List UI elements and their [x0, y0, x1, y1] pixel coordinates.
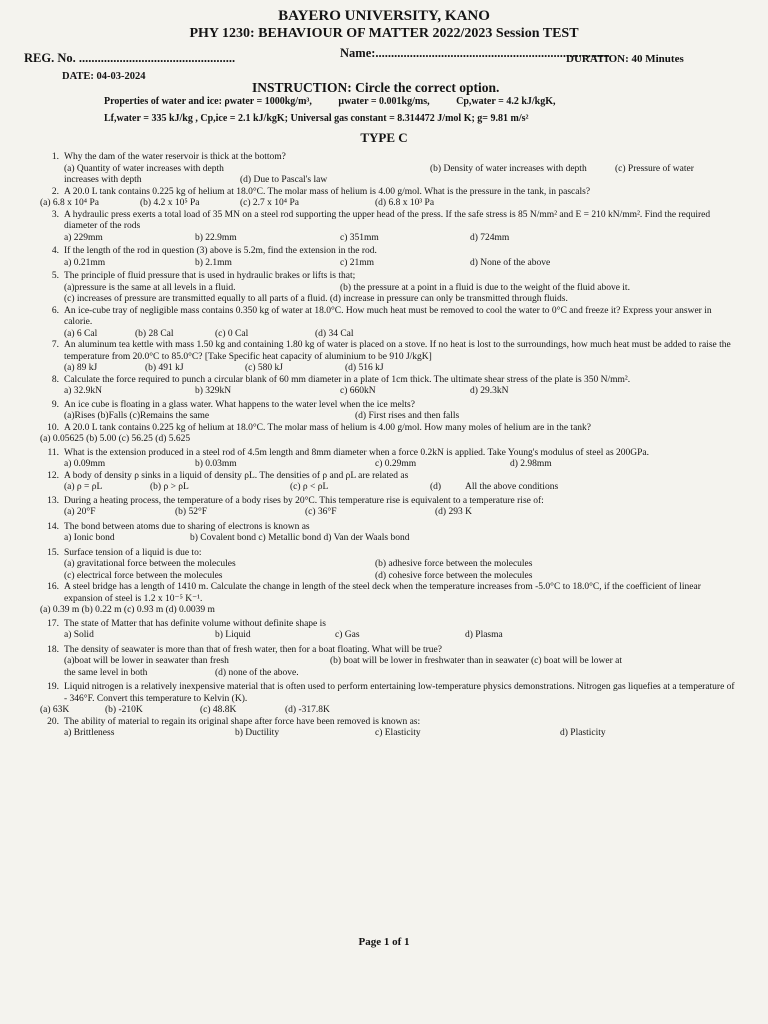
- question-text: An ice-cube tray of negligible mass contains 0.350 kg of water at 18.0°C. How much heat must be removed to cool the water to 0°C and freeze it? Express your answer in calorie.: [64, 305, 712, 327]
- answer-option[interactable]: (a) ρ = ρL: [64, 482, 103, 492]
- options-row: [40, 559, 740, 571]
- options-row: [40, 233, 740, 245]
- answer-option[interactable]: (c) increases of pressure are transmitted equally to all parts of a fluid. (d) increase in pressure can only be transmitted through fluids.: [64, 294, 568, 304]
- question-number: 3.: [51, 209, 59, 220]
- answer-option[interactable]: c) 660kN: [340, 386, 376, 396]
- question-2: [40, 187, 740, 210]
- answer-option[interactable]: (c) 48.8K: [200, 705, 237, 715]
- question-6: [40, 306, 740, 341]
- question-text: The density of seawater is more than that of fresh water, then for a boat floating. What will be true?: [64, 644, 442, 655]
- answer-option[interactable]: (b) ρ > ρL: [150, 482, 189, 492]
- course-title: PHY 1230: BEHAVIOUR OF MATTER 2022/2023 Session TEST: [189, 26, 579, 41]
- answer-option[interactable]: (d) cohesive force between the molecules: [375, 570, 533, 581]
- question-20: [40, 717, 740, 740]
- question-number: 5.: [51, 271, 59, 281]
- answer-option[interactable]: a) 32.9kN: [64, 386, 102, 396]
- question-text: Why the dam of the water reservoir is thick at the bottom?: [64, 152, 286, 162]
- answer-option[interactable]: (d) Due to Pascal's law: [240, 175, 328, 185]
- question-text: The principle of fluid pressure that is used in hydraulic brakes or lifts is that;: [64, 271, 356, 281]
- question-11: [40, 448, 740, 471]
- answer-option[interactable]: (c) 2.7 x 10⁴ Pa: [240, 198, 299, 208]
- question-stem: [40, 423, 740, 435]
- question-number: 10.: [47, 422, 59, 433]
- question-7: [40, 340, 740, 375]
- answer-option[interactable]: (a)boat will be lower in seawater than fresh: [64, 656, 229, 666]
- options-row: [40, 507, 740, 519]
- answer-option[interactable]: (a) 6.8 x 10⁴ Pa: [40, 198, 99, 208]
- options-row: [40, 668, 740, 680]
- question-9: [40, 400, 740, 423]
- instruction-heading: INSTRUCTION: Circle the correct option.: [252, 80, 500, 95]
- question-stem: [40, 522, 740, 534]
- question-number: 9.: [51, 399, 59, 410]
- options-row: [40, 283, 740, 295]
- question-number: 19.: [47, 682, 59, 692]
- answer-option[interactable]: (c) ρ < ρL: [290, 482, 329, 492]
- question-12: [40, 471, 740, 494]
- question-number: 13.: [47, 495, 59, 506]
- question-10: [40, 423, 740, 446]
- answer-option[interactable]: (c) electrical force between the molecules: [64, 570, 223, 581]
- answer-option[interactable]: b) 22.9mm: [195, 232, 237, 243]
- options-row: [40, 434, 740, 446]
- options-row: [40, 605, 740, 617]
- answer-option[interactable]: (b) -210K: [105, 705, 143, 715]
- question-number: 16.: [47, 582, 59, 592]
- options-row: [40, 258, 740, 270]
- question-number: 6.: [51, 305, 59, 316]
- question-stem: [40, 471, 740, 483]
- options-row: [40, 411, 740, 423]
- properties-line-2: Lf,water = 335 kJ/kg , Cp,ice = 2.1 kJ/kgK; Universal gas constant = 8.314472 J/mol K; g= 9.81 m/s²: [104, 113, 529, 124]
- answer-option[interactable]: b) Ductility: [235, 728, 280, 738]
- question-stem: [40, 717, 740, 729]
- question-stem: [40, 375, 740, 387]
- date-label: DATE: 04-03-2024: [62, 71, 146, 82]
- question-number: 17.: [47, 618, 59, 629]
- options-row: [40, 459, 740, 471]
- question-17: [40, 619, 740, 642]
- answer-option[interactable]: a) Solid: [64, 630, 94, 640]
- answer-option[interactable]: d) None of the above: [470, 257, 551, 268]
- question-19: [40, 682, 740, 717]
- question-text: A hydraulic press exerts a total load of 35 MN on a steel rod supporting the upper head of the press. If the safe stress is 85 N/mm² and E = 210 kN/mm². Find the required diameter of the rods: [64, 209, 711, 231]
- question-text: If the length of the rod in question (3) above is 5.2m, find the extension in the rod.: [64, 246, 377, 256]
- question-stem: [40, 187, 740, 199]
- answer-option[interactable]: c) 351mm: [340, 232, 379, 243]
- answer-option[interactable]: (a) 63K: [40, 705, 70, 715]
- properties-text: Cp,water = 4.2 kJ/kgK,: [456, 96, 556, 107]
- question-18: [40, 645, 740, 680]
- answer-option[interactable]: b) 2.1mm: [195, 257, 232, 268]
- page-number: Page 1 of 1: [358, 936, 410, 948]
- answer-option[interactable]: (b) adhesive force between the molecules: [375, 559, 533, 569]
- options-row: [40, 482, 740, 494]
- question-text: Calculate the force required to punch a circular blank of 60 mm diameter in a plate of 1cm thick. The ultimate shear stress of the plate is 350 N/mm².: [64, 374, 631, 385]
- question-number: 20.: [47, 716, 59, 727]
- question-stem: [40, 246, 740, 258]
- answer-option[interactable]: increases with depth: [64, 175, 142, 185]
- answer-option[interactable]: (b) 28 Cal: [135, 328, 174, 339]
- properties-text: μwater = 0.001kg/ms,: [338, 96, 430, 107]
- question-text: What is the extension produced in a steel rod of 4.5m length and 8mm diameter when a force 0.2kN is applied. Take Young's modulus of steel as 200GPa.: [64, 447, 650, 458]
- question-stem: [40, 682, 740, 705]
- answer-option[interactable]: (a) 6 Cal: [64, 328, 98, 339]
- answer-option[interactable]: b) 329kN: [195, 386, 232, 396]
- options-row: [40, 175, 740, 187]
- answer-option[interactable]: b) Liquid: [215, 630, 251, 640]
- answer-option[interactable]: d) Plasma: [465, 630, 503, 640]
- question-stem: [40, 210, 740, 233]
- answer-option[interactable]: (d) 6.8 x 10³ Pa: [375, 198, 435, 208]
- question-text: The bond between atoms due to sharing of electrons is known as: [64, 521, 310, 532]
- answer-option[interactable]: d) 29.3kN: [470, 386, 509, 396]
- answer-option[interactable]: a) 0.09mm: [64, 459, 106, 469]
- answer-option[interactable]: (a) 89 kJ: [64, 363, 98, 373]
- question-stem: [40, 400, 740, 412]
- answer-option[interactable]: c) 21mm: [340, 257, 375, 268]
- question-stem: [40, 306, 740, 329]
- properties-line-1: [104, 96, 556, 107]
- question-4: [40, 246, 740, 269]
- answer-option[interactable]: (b) Density of water increases with depth: [430, 163, 587, 174]
- answer-option[interactable]: (c) Pressure of water: [615, 163, 694, 174]
- question-text: An aluminum tea kettle with mass 1.50 kg and containing 1.80 kg of water is placed on a stove. If no heat is lost to the surroundings, how much heat must be added to raise the temperature from 20.0°C to 85.0°C? [Take Specific heat capacity of aluminium to be 910 J/kgK]: [64, 340, 731, 362]
- question-text: An ice cube is floating in a glass water. What happens to the water level when the ice melts?: [64, 399, 415, 410]
- answer-option[interactable]: (d) 293 K: [435, 507, 472, 517]
- reg-no-field: REG. No. ..................................................: [24, 51, 236, 65]
- answer-option[interactable]: c) Elasticity: [375, 728, 421, 738]
- question-1: [40, 152, 740, 187]
- question-text: A body of density ρ sinks in a liquid of density ρL. The densities of ρ and ρL are related as: [64, 470, 409, 481]
- answer-option[interactable]: (c) 36°F: [305, 507, 337, 517]
- question-stem: [40, 340, 740, 363]
- question-stem: [40, 548, 740, 560]
- options-row: [40, 705, 740, 717]
- paper-type: TYPE C: [360, 130, 408, 145]
- question-number: 8.: [51, 374, 59, 385]
- options-row: [40, 533, 740, 545]
- options-row: [40, 386, 740, 398]
- question-stem: [40, 152, 740, 164]
- options-row: [40, 198, 740, 210]
- answer-option[interactable]: (b) boat will be lower in freshwater than in seawater (c) boat will be lower at: [330, 656, 623, 666]
- answer-option[interactable]: (a) 20°F: [64, 507, 96, 517]
- answer-option[interactable]: c) 0.29mm: [375, 459, 417, 469]
- question-15: [40, 548, 740, 583]
- question-number: 7.: [51, 340, 59, 350]
- options-row: [40, 656, 740, 668]
- options-row: [40, 630, 740, 642]
- question-number: 12.: [47, 470, 59, 481]
- question-number: 14.: [47, 521, 59, 532]
- answer-option[interactable]: (b) 4.2 x 10⁵ Pa: [140, 198, 200, 208]
- options-row: [40, 294, 740, 306]
- question-number: 4.: [51, 246, 59, 256]
- question-14: [40, 522, 740, 545]
- question-text: Liquid nitrogen is a relatively inexpensive material that is often used to perform entertaining low-temperature physics demonstrations. Nitrogen gas liquefies at a temperature of - 346°F. Convert this temperature to Kelvin (K).: [64, 682, 735, 704]
- question-stem: [40, 645, 740, 657]
- answer-option[interactable]: (b) the pressure at a point in a fluid is due to the weight of the fluid above it.: [340, 282, 630, 293]
- answer-option[interactable]: (a) 0.39 m (b) 0.22 m (c) 0.93 m (d) 0.0039 m: [40, 605, 215, 615]
- answer-option[interactable]: (a) gravitational force between the molecules: [64, 559, 236, 569]
- answer-option[interactable]: a) 229mm: [64, 232, 103, 243]
- options-row: [40, 571, 740, 583]
- answer-option[interactable]: (a) Quantity of water increases with depth: [64, 163, 224, 174]
- question-8: [40, 375, 740, 398]
- question-3: [40, 210, 740, 245]
- question-number: 1.: [51, 152, 59, 162]
- question-number: 18.: [47, 644, 59, 655]
- answer-option[interactable]: a) Brittleness: [64, 728, 115, 738]
- options-row: [40, 329, 740, 341]
- answer-option[interactable]: (d): [430, 482, 442, 492]
- university-title: BAYERO UNIVERSITY, KANO: [278, 8, 490, 24]
- question-text: The ability of material to regain its original shape after force have been removed is known as:: [64, 716, 421, 727]
- question-text: A steel bridge has a length of 1410 m. Calculate the change in length of the steel deck when the temperature increases from -5.0°C to 18.0°C, if the coefficient of linear expansion of steel is 1.2 x 10⁻⁵ K⁻¹.: [64, 582, 701, 604]
- question-13: [40, 496, 740, 519]
- question-stem: [40, 582, 740, 605]
- answer-option[interactable]: All the above conditions: [465, 482, 559, 492]
- answer-option[interactable]: (d) 34 Cal: [315, 328, 354, 339]
- answer-option[interactable]: d) 2.98mm: [510, 459, 552, 469]
- question-16: [40, 582, 740, 617]
- answer-option[interactable]: (b) 491 kJ: [145, 363, 184, 373]
- question-number: 2.: [51, 186, 59, 197]
- options-row: [40, 363, 740, 375]
- options-row: [40, 728, 740, 740]
- answer-option[interactable]: (d) First rises and then falls: [355, 411, 460, 421]
- answer-option[interactable]: (d) -317.8K: [285, 705, 330, 715]
- answer-option[interactable]: b) 0.03mm: [195, 459, 237, 469]
- question-stem: [40, 271, 740, 283]
- properties-text: Properties of water and ice: ρwater = 1000kg/m³,: [104, 96, 312, 107]
- question-text: Surface tension of a liquid is due to:: [64, 547, 202, 558]
- question-stem: [40, 448, 740, 460]
- question-number: 15.: [47, 547, 59, 558]
- question-text: During a heating process, the temperature of a body rises by 20°C. This temperature rise is equivalent to a temperature rise of:: [64, 495, 544, 506]
- answer-option[interactable]: c) Gas: [335, 630, 360, 640]
- question-list: [40, 152, 740, 740]
- name-field: Name:...........................................................................: [340, 46, 610, 60]
- answer-option[interactable]: (c) 580 kJ: [245, 363, 283, 373]
- answer-option[interactable]: b) Covalent bond c) Metallic bond d) Van der Waals bond: [190, 533, 410, 543]
- answer-option[interactable]: (a)Rises (b)Falls (c)Remains the same: [64, 411, 210, 421]
- answer-option[interactable]: (c) 0 Cal: [215, 328, 249, 339]
- answer-option[interactable]: (d) 516 kJ: [345, 363, 384, 373]
- question-stem: [40, 496, 740, 508]
- answer-option[interactable]: (d) none of the above.: [215, 667, 299, 678]
- duration-label: DURATION: 40 Minutes: [566, 53, 684, 65]
- question-text: The state of Matter that has definite volume without definite shape is: [64, 618, 326, 629]
- answer-option[interactable]: a) Ionic bond: [64, 533, 115, 543]
- answer-option[interactable]: (a) 0.05625 (b) 5.00 (c) 56.25 (d) 5.625: [40, 434, 191, 444]
- answer-option[interactable]: (b) 52°F: [175, 507, 208, 517]
- question-5: [40, 271, 740, 306]
- question-stem: [40, 619, 740, 631]
- answer-option[interactable]: d) 724mm: [470, 232, 510, 243]
- answer-option[interactable]: (a)pressure is the same at all levels in a fluid.: [64, 282, 236, 293]
- options-row: [40, 164, 740, 176]
- answer-option[interactable]: the same level in both: [64, 667, 148, 678]
- question-text: A 20.0 L tank contains 0.225 kg of helium at 18.0°C. The molar mass of helium is 4.00 g/mol. How many moles of helium are in the tank?: [64, 422, 592, 433]
- question-text: A 20.0 L tank contains 0.225 kg of helium at 18.0°C. The molar mass of helium is 4.00 g/mol. What is the pressure in the tank, in pascals?: [64, 186, 591, 197]
- answer-option[interactable]: d) Plasticity: [560, 728, 606, 738]
- answer-option[interactable]: a) 0.21mm: [64, 257, 106, 268]
- question-number: 11.: [47, 447, 59, 458]
